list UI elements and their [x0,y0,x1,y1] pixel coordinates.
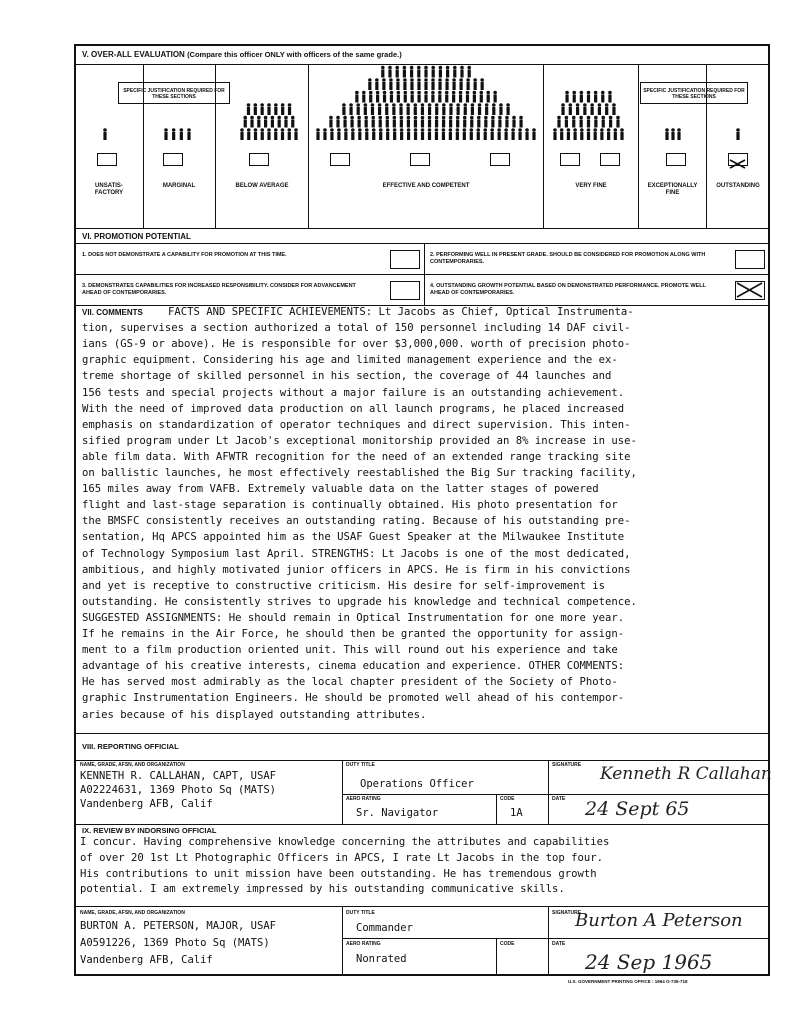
comment-line: emphasis on standardization of operator techniques and direct supervision. This inten- [82,418,631,431]
person-figure-icon [445,91,449,103]
comment-line: graphic equipment. Considering his age and limited management experience and the ex- [82,354,618,367]
reporting-name-label: NAME, GRADE, AFSN, AND ORGANIZATION [80,762,185,768]
person-figure-icon [671,128,675,140]
person-figure-icon [453,66,457,78]
person-figure-icon [385,103,389,115]
person-figure-icon [442,128,446,140]
indorsing-signature-label: SIGNATURE [552,910,582,916]
person-figure-icon [410,91,414,103]
comment-line: sified program under Lt Jacob's exceptional monitorship provided an 8% increase in use- [82,434,637,447]
person-figure-icon [438,91,442,103]
comment-line: and yet is receptive to constructive criticism. His desire for self-improvement is [82,579,605,592]
person-figure-icon [267,128,271,140]
person-figure-icon [410,66,414,78]
justification-note-right: SPECIFIC JUSTIFICATION REQUIRED FOR THESE SECTIONS [640,82,748,104]
person-figure-icon [504,128,508,140]
reporting-name: KENNETH R. CALLAHAN, CAPT, USAF [80,770,276,782]
comment-line: treme shortage of skilled personnel in his section, the coverage of 44 launches and [82,370,612,383]
person-figure-icon [381,66,385,78]
person-figure-icon [260,128,264,140]
rating-label-below-average: BELOW AVERAGE [235,183,289,189]
person-figure-icon [389,78,393,90]
rating-label-marginal: MARGINAL [162,183,196,189]
review-line: I concur. Having comprehensive knowledge concerning the attributes and capabilities [80,836,610,848]
person-figure-icon [449,116,453,128]
person-figure-icon [393,128,397,140]
comment-line: ians (GS-9 or above). He is responsible for over $3,000,000. worth of precision photo- [82,338,631,351]
promotion-option-2-checkbox[interactable] [735,250,765,269]
person-figure-icon [365,128,369,140]
promotion-option-3-checkbox[interactable] [390,281,420,300]
population-distribution-figures [74,64,770,144]
person-figure-icon [386,128,390,140]
person-figure-icon [344,128,348,140]
rating-label-unsatisfactory: UNSATIS- FACTORY [94,183,124,196]
person-figure-icon [395,66,399,78]
rating-below-average-checkbox[interactable] [249,153,269,166]
person-figure-icon [459,78,463,90]
person-figure-icon [600,128,604,140]
comment-line: graphic Instrumentation Engineers. He should be promoted well ahead of his contempor- [82,692,625,705]
person-figure-icon [463,103,467,115]
person-figure-icon [565,116,569,128]
person-figure-icon [364,116,368,128]
person-figure-icon [590,103,594,115]
person-figure-icon [473,91,477,103]
person-figure-icon [428,103,432,115]
person-figure-icon [294,128,298,140]
person-figure-icon [569,103,573,115]
person-figure-icon [350,116,354,128]
comment-line: 165 miles away from VAFB. Extremely valuable data on the latter stages of powered [82,483,599,496]
person-figure-icon [358,128,362,140]
comment-line: outstanding. He consistently strives to upgrade his knowledge and technical competence. [82,595,637,608]
person-figure-icon [492,103,496,115]
indorsing-afsn: A0591226, 1369 Photo Sq (MATS) [80,937,270,949]
person-figure-icon [601,91,605,103]
person-figure-icon [466,91,470,103]
person-figure-icon [362,91,366,103]
person-figure-icon [480,78,484,90]
person-figure-icon [583,103,587,115]
person-figure-icon [479,91,483,103]
person-figure-icon [428,116,432,128]
person-figure-icon [424,66,428,78]
rating-outstanding-checkbox[interactable] [728,153,748,166]
review-line: His contributions to unit mission have been outstanding. He has tremendous growth [80,867,597,880]
person-figure-icon [587,91,591,103]
review-line: potential. I am extremely impressed by his outstanding communicative skills. [80,883,565,896]
person-figure-icon [506,103,510,115]
comment-line: on ballistic launches, he most effectively reestablished the Big Sur tracking facility, [82,467,637,479]
comment-line: able film data. With AFWTR recognition for the need of an extended range tracking site [82,450,631,463]
person-figure-icon [519,116,523,128]
person-figure-icon [103,128,107,140]
person-figure-icon [372,128,376,140]
person-figure-icon [594,116,598,128]
person-figure-icon [525,128,529,140]
person-figure-icon [476,128,480,140]
reporting-date: 24 Sept 65 [585,798,690,820]
promotion-option-3: 3. DEMONSTRATES CAPABILITIES FOR INCREASED RESPONSIBILITY. CONSIDER FOR ADVANCEMENT AHEAD OF CONTEMPORARIES. [82,283,356,296]
person-figure-icon [385,116,389,128]
person-figure-icon [388,66,392,78]
person-figure-icon [471,103,475,115]
person-figure-icon [410,78,414,90]
person-figure-icon [553,128,557,140]
person-figure-icon [532,128,536,140]
person-figure-icon [413,103,417,115]
person-figure-icon [446,66,450,78]
person-figure-icon [264,116,268,128]
person-figure-icon [368,78,372,90]
indorsing-date: 24 Sep 1965 [585,950,713,974]
person-figure-icon [473,78,477,90]
person-figure-icon [284,116,288,128]
person-figure-icon [560,128,564,140]
section-v-title: V. OVER-ALL EVALUATION (Compare this officer ONLY with officers of the same grade.) [82,50,402,59]
person-figure-icon [493,91,497,103]
comment-line: of Technology Symposium last April. STRENGTHS: Lt Jacobs is one of the most dedicated, [82,547,631,560]
person-figure-icon [342,103,346,115]
comment-line: SUGGESTED ASSIGNMENTS: He should remain in Optical Instrumentation for one more year. [82,611,625,624]
reporting-aero-rating: Sr. Navigator [356,807,439,819]
indorsing-signature: Burton A Peterson [575,910,743,931]
comment-line: sentation, Hq APCS appointed him as the USAF Guest Speaker at the Milwaukee Institute [82,531,625,544]
person-figure-icon [593,128,597,140]
person-figure-icon [355,91,359,103]
person-figure-icon [486,91,490,103]
indorsing-date-label: DATE [552,941,566,947]
person-figure-icon [364,103,368,115]
person-figure-icon [180,128,184,140]
person-figure-icon [267,103,271,115]
person-figure-icon [439,66,443,78]
person-figure-icon [580,128,584,140]
person-figure-icon [467,66,471,78]
person-figure-icon [587,116,591,128]
person-figure-icon [421,128,425,140]
rating-exceptionally-fine-checkbox[interactable] [666,153,686,166]
person-figure-icon [254,128,258,140]
person-figure-icon [459,91,463,103]
person-figure-icon [463,116,467,128]
promotion-option-1: 1. DOES NOT DEMONSTRATE A CAPABILITY FOR PROMOTION AT THIS TIME. [82,252,287,258]
rating-very-fine-checkbox-2[interactable] [600,153,620,166]
comment-line: advantage of his creative interests, cinema education and experience. OTHER COMMENTS: [82,660,625,673]
person-figure-icon [403,91,407,103]
person-figure-icon [414,116,418,128]
reporting-signature-label: SIGNATURE [552,762,582,768]
person-figure-icon [383,91,387,103]
person-figure-icon [281,128,285,140]
rating-label-outstanding: OUTSTANDING [716,183,760,189]
comment-line: 156 tests and special projects without a major failure is an outstanding achievement. [82,386,625,399]
person-figure-icon [736,128,740,140]
person-figure-icon [336,116,340,128]
person-figure-icon [445,78,449,90]
person-figure-icon [605,103,609,115]
person-figure-icon [505,116,509,128]
reporting-code-label: CODE [500,796,515,802]
person-figure-icon [243,116,247,128]
person-figure-icon [449,128,453,140]
person-figure-icon [421,116,425,128]
indorsing-aero-rating: Nonrated [356,953,407,965]
section-vii-title: VII. COMMENTS [82,308,143,317]
person-figure-icon [400,128,404,140]
person-figure-icon [456,128,460,140]
person-figure-icon [490,128,494,140]
promotion-option-4: 4. OUTSTANDING GROWTH POTENTIAL BASED ON DEMONSTRATED PERFORMANCE. PROMOTE WELL AHEAD OF CONTEMPORARIES. [430,283,706,296]
person-figure-icon [399,103,403,115]
person-figure-icon [371,103,375,115]
reporting-code: 1A [510,807,523,819]
rating-label-exceptionally-fine: EXCEPTIONALLY FINE [647,183,698,196]
reporting-organization: Vandenberg AFB, Calif [80,798,213,810]
person-figure-icon [421,103,425,115]
person-figure-icon [378,103,382,115]
person-figure-icon [378,116,382,128]
person-figure-icon [485,103,489,115]
person-figure-icon [428,128,432,140]
person-figure-icon [403,78,407,90]
indorsing-duty-label: DUTY TITLE [346,910,375,916]
person-figure-icon [499,103,503,115]
comment-line: He has served most admirably as the local chapter president of the Society of Photo- [82,676,618,689]
person-figure-icon [518,128,522,140]
person-figure-icon [323,128,327,140]
person-figure-icon [260,103,264,115]
person-figure-icon [250,116,254,128]
person-figure-icon [240,128,244,140]
person-figure-icon [414,128,418,140]
person-figure-icon [369,91,373,103]
rating-effective-checkbox-1[interactable] [330,153,350,166]
person-figure-icon [417,91,421,103]
promotion-option-4-checkbox[interactable] [735,281,765,300]
person-figure-icon [478,103,482,115]
section-viii-title: VIII. REPORTING OFFICIAL [82,742,179,751]
reporting-duty-label: DUTY TITLE [346,762,375,768]
person-figure-icon [579,116,583,128]
person-figure-icon [417,78,421,90]
person-figure-icon [291,116,295,128]
person-figure-icon [271,116,275,128]
person-figure-icon [572,116,576,128]
person-figure-icon [587,128,591,140]
person-figure-icon [431,78,435,90]
person-figure-icon [400,116,404,128]
person-figure-icon [247,103,251,115]
person-figure-icon [257,116,261,128]
person-figure-icon [609,116,613,128]
person-figure-icon [424,91,428,103]
comment-line: flight and last-stage separation is continually obtained. His photo presentation for [82,499,618,512]
person-figure-icon [601,116,605,128]
person-figure-icon [277,116,281,128]
person-figure-icon [470,116,474,128]
person-figure-icon [382,78,386,90]
person-figure-icon [452,91,456,103]
comment-line: If he remains in the Air Force, he should then be granted the opportunity for assign- [82,628,625,640]
person-figure-icon [608,91,612,103]
rating-effective-checkbox-2[interactable] [410,153,430,166]
person-figure-icon [442,103,446,115]
person-figure-icon [356,103,360,115]
indorsing-organization: Vandenberg AFB, Calif [80,954,213,966]
person-figure-icon [616,116,620,128]
person-figure-icon [164,128,168,140]
person-figure-icon [612,103,616,115]
person-figure-icon [452,78,456,90]
section-ix-title: IX. REVIEW BY INDORSING OFFICIAL [82,826,217,835]
person-figure-icon [580,91,584,103]
rating-unsatisfactory-checkbox[interactable] [97,153,117,166]
person-figure-icon [483,128,487,140]
person-figure-icon [357,116,361,128]
person-figure-icon [498,116,502,128]
comment-line: With the need of improved data production on all launch programs, he placed increased [82,402,625,415]
person-figure-icon [288,103,292,115]
comment-line: aries because of his displayed outstanding attributes. [82,708,427,721]
reporting-duty-title: Operations Officer [360,778,474,790]
section-vi-title: VI. PROMOTION POTENTIAL [82,232,191,241]
person-figure-icon [393,116,397,128]
person-figure-icon [614,128,618,140]
person-figure-icon [349,103,353,115]
reporting-aero-label: AERO RATING [346,796,381,802]
person-figure-icon [376,91,380,103]
person-figure-icon [396,78,400,90]
person-figure-icon [397,91,401,103]
check-x-icon [736,282,763,298]
comment-line: ambitious, and highly motivated junior officers in APCS. He is firm in his convictions [82,563,631,576]
person-figure-icon [337,128,341,140]
person-figure-icon [469,128,473,140]
person-figure-icon [511,128,515,140]
person-figure-icon [572,91,576,103]
person-figure-icon [665,128,669,140]
review-line: of over 20 1st Lt Photographic Officers in APCS, I rate Lt Jacobs in the top four. [80,851,603,864]
rating-very-fine-checkbox-1[interactable] [560,153,580,166]
person-figure-icon [281,103,285,115]
person-figure-icon [329,116,333,128]
rating-marginal-checkbox[interactable] [163,153,183,166]
comment-line: FACTS AND SPECIFIC ACHIEVEMENTS: Lt Jacobs as Chief, Optical Instrumenta- [168,306,634,318]
person-figure-icon [274,128,278,140]
person-figure-icon [484,116,488,128]
person-figure-icon [435,128,439,140]
comment-line: ment to a film production oriented unit. This will round out his experience and take [82,644,618,657]
check-x-icon [729,159,746,169]
person-figure-icon [254,103,258,115]
person-figure-icon [406,103,410,115]
indorsing-name: BURTON A. PETERSON, MAJOR, USAF [80,920,276,932]
indorsing-duty-title: Commander [356,922,413,934]
person-figure-icon [390,91,394,103]
person-figure-icon [497,128,501,140]
comment-line: tion, supervises a section authorized a total of 150 personnel including 14 DAF civil- [82,322,631,335]
person-figure-icon [442,116,446,128]
person-figure-icon [371,116,375,128]
person-figure-icon [460,66,464,78]
person-figure-icon [677,128,681,140]
person-figure-icon [620,128,624,140]
person-figure-icon [435,116,439,128]
promotion-option-1-checkbox[interactable] [390,250,420,269]
person-figure-icon [607,128,611,140]
person-figure-icon [466,78,470,90]
person-figure-icon [316,128,320,140]
person-figure-icon [477,116,481,128]
promotion-option-2: 2. PERFORMING WELL IN PRESENT GRADE. SHOULD BE CONSIDERED FOR PROMOTION ALONG WITH CONTEMPORARIES. [430,252,706,265]
person-figure-icon [343,116,347,128]
reporting-afsn: A02224631, 1369 Photo Sq (MATS) [80,784,276,796]
person-figure-icon [274,103,278,115]
person-figure-icon [407,128,411,140]
person-figure-icon [438,78,442,90]
person-figure-icon [375,78,379,90]
person-figure-icon [456,103,460,115]
indorsing-name-label: NAME, GRADE, AFSN, AND ORGANIZATION [80,910,185,916]
person-figure-icon [403,66,407,78]
person-figure-icon [512,116,516,128]
person-figure-icon [351,128,355,140]
person-figure-icon [172,128,176,140]
printing-office-imprint: U.S. GOVERNMENT PRINTING OFFICE : 1964 O-736-718 [568,979,688,984]
person-figure-icon [187,128,191,140]
person-figure-icon [287,128,291,140]
person-figure-icon [598,103,602,115]
person-figure-icon [247,128,251,140]
person-figure-icon [576,103,580,115]
indorsing-aero-label: AERO RATING [346,941,381,947]
person-figure-icon [573,128,577,140]
person-figure-icon [431,66,435,78]
person-figure-icon [594,91,598,103]
justification-note-left: SPECIFIC JUSTIFICATION REQUIRED FOR THESE SECTIONS [118,82,230,104]
person-figure-icon [456,116,460,128]
person-figure-icon [449,103,453,115]
rating-label-effective: EFFECTIVE AND COMPETENT [382,183,470,189]
person-figure-icon [407,116,411,128]
person-figure-icon [561,103,565,115]
person-figure-icon [435,103,439,115]
person-figure-icon [567,128,571,140]
person-figure-icon [330,128,334,140]
person-figure-icon [392,103,396,115]
rating-effective-checkbox-3[interactable] [490,153,510,166]
person-figure-icon [565,91,569,103]
comment-line: the BMSFC consistently receives an outstanding rating. Because of his outstanding pre- [82,515,631,528]
rating-label-very-fine: VERY FINE [575,183,607,189]
indorsing-code-label: CODE [500,941,515,947]
reporting-date-label: DATE [552,796,566,802]
person-figure-icon [379,128,383,140]
person-figure-icon [417,66,421,78]
person-figure-icon [424,78,428,90]
reporting-signature: Kenneth R Callahan [600,764,772,784]
person-figure-icon [491,116,495,128]
person-figure-icon [463,128,467,140]
person-figure-icon [431,91,435,103]
person-figure-icon [557,116,561,128]
